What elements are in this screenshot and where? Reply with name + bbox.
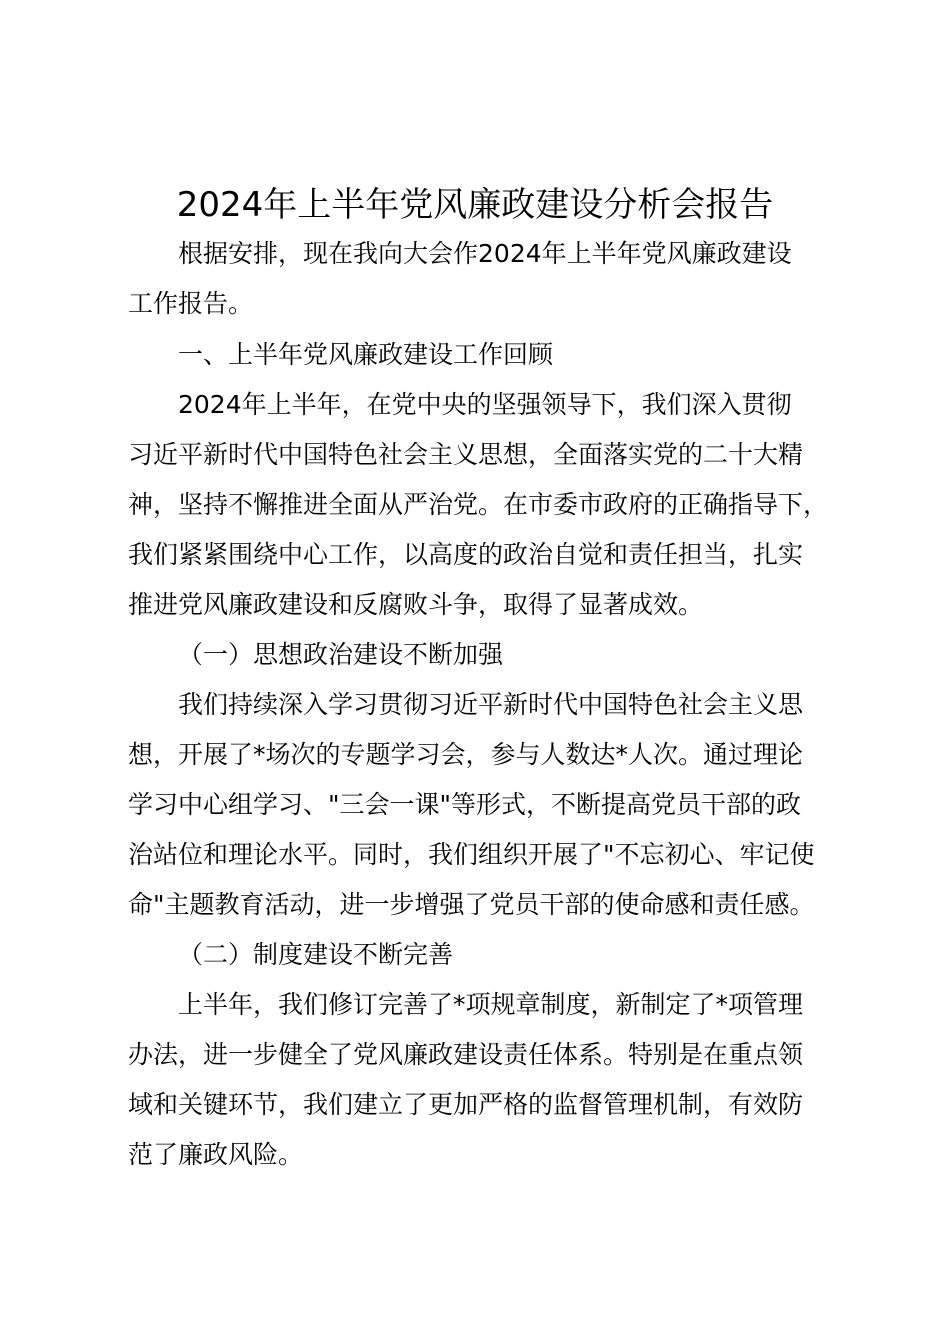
- paragraph-line: 想，开展了*场次的专题学习会，参与人数达*人次。通过理论: [128, 740, 804, 769]
- paragraph-line: 推进党风廉政建设和反腐败斗争，取得了显著成效。: [128, 590, 704, 619]
- paragraph-line: 2024年上半年，在党中央的坚强领导下，我们深入贯彻: [178, 390, 792, 419]
- paragraph-line: 我们持续深入学习贯彻习近平新时代中国特色社会主义思: [178, 690, 804, 719]
- paragraph-line: 范了廉政风险。: [128, 1140, 304, 1169]
- paragraph-line: 我们紧紧围绕中心工作，以高度的政治自觉和责任担当，扎实: [128, 540, 804, 569]
- paragraph-line: 办法，进一步健全了党风廉政建设责任体系。特别是在重点领: [128, 1040, 804, 1069]
- paragraph-line: 域和关键环节，我们建立了更加严格的监督管理机制，有效防: [128, 1090, 804, 1119]
- paragraph-line: 命"主题教育活动，进一步增强了党员干部的使命感和责任感。: [128, 890, 815, 919]
- subsection-heading: （二）制度建设不断完善: [178, 940, 454, 969]
- paragraph-line: 学习中心组学习、"三会一课"等形式，不断提高党员干部的政: [128, 790, 802, 819]
- subsection-heading: （一）思想政治建设不断加强: [178, 640, 504, 669]
- document-title: 2024年上半年党风廉政建设分析会报告: [176, 185, 774, 225]
- paragraph-line: 根据安排，现在我向大会作2024年上半年党风廉政建设: [178, 239, 792, 268]
- paragraph-line: 工作报告。: [128, 289, 254, 318]
- paragraph-line: 上半年，我们修订完善了*项规章制度，新制定了*项管理: [178, 990, 804, 1019]
- section-heading: 一、上半年党风廉政建设工作回顾: [178, 340, 554, 369]
- paragraph-line: 习近平新时代中国特色社会主义思想，全面落实党的二十大精: [128, 440, 804, 469]
- paragraph-line: 治站位和理论水平。同时，我们组织开展了"不忘初心、牢记使: [128, 840, 815, 869]
- paragraph-line: 神，坚持不懈推进全面从严治党。在市委市政府的正确指导下，: [128, 490, 829, 519]
